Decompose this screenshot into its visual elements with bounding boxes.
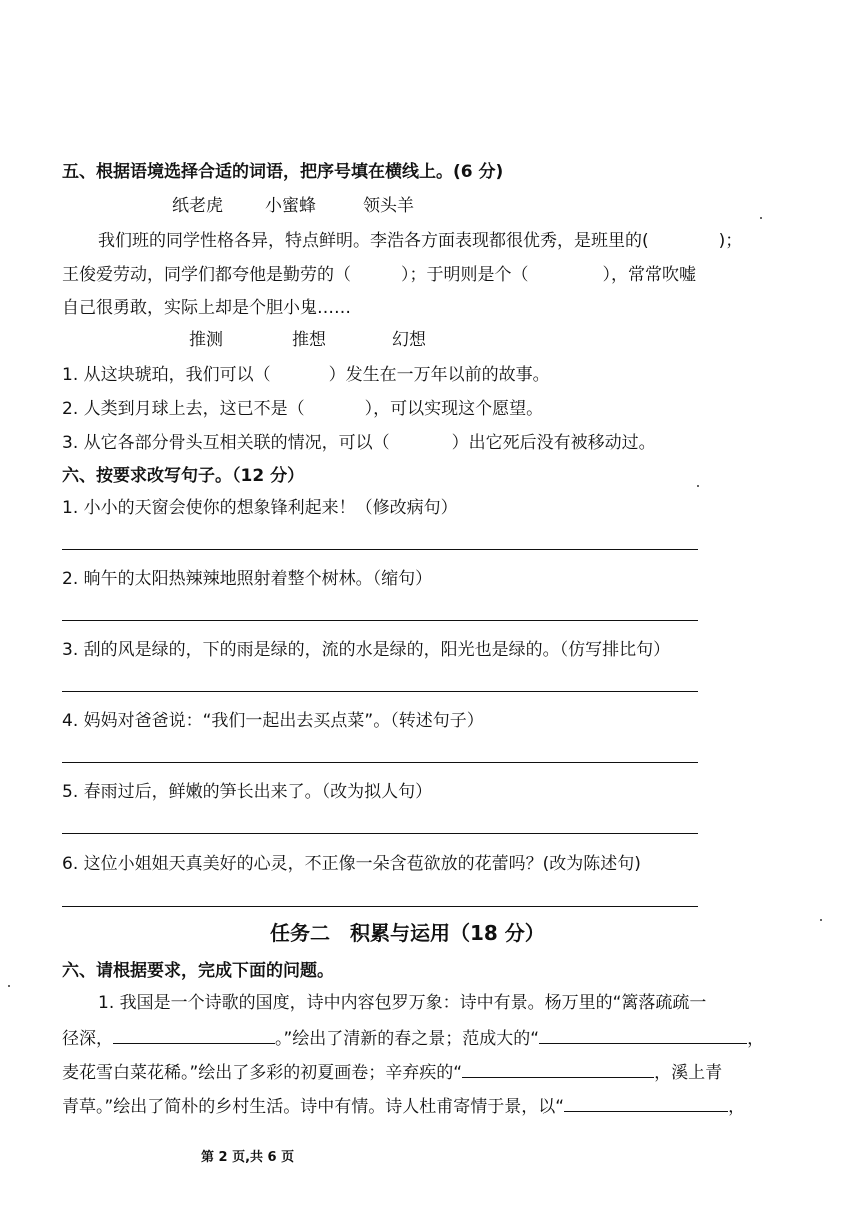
answer-blank[interactable]	[649, 228, 719, 246]
question-line	[62, 396, 543, 421]
answer-line[interactable]	[62, 691, 698, 692]
rewrite-item: 4. 妈妈对爸爸说：“我们一起出去买点菜”。（转述句子）	[62, 711, 484, 731]
answer-line[interactable]	[62, 762, 698, 763]
paragraph-text: )；	[718, 231, 743, 251]
rewrite-item: 3. 刮的风是绿的，下的雨是绿的，流的水是绿的，阳光也是绿的。（仿写排比句）	[62, 640, 671, 660]
paragraph-text: ）；于明则是个（	[401, 265, 529, 285]
paragraph-line: 自己很勇敢，实际上却是个胆小鬼……	[62, 298, 351, 318]
poem-text: ，	[728, 1097, 746, 1117]
rewrite-item: 2. 晌午的太阳热辣辣地照射着整个树林。（缩句）	[62, 569, 433, 589]
answer-blank[interactable]	[113, 1025, 275, 1044]
answer-blank[interactable]	[271, 362, 329, 380]
answer-blank[interactable]	[529, 262, 603, 280]
scan-speck	[760, 217, 762, 219]
answer-line[interactable]	[62, 833, 698, 834]
poem-text: 麦花雪白菜花稀。”绘出了多彩的初夏画卷；辛弃疾的“	[62, 1063, 463, 1083]
question-text: 1. 从这块琥珀，我们可以（	[62, 365, 271, 385]
scan-speck	[820, 919, 822, 921]
poem-text: ，	[747, 1029, 765, 1049]
answer-blank[interactable]	[390, 430, 452, 448]
answer-blank[interactable]	[351, 262, 401, 280]
word-choice: 领头羊	[363, 196, 414, 216]
poem-question-line	[62, 1025, 764, 1051]
answer-blank[interactable]	[305, 396, 365, 414]
word-choice: 推测	[189, 330, 223, 350]
poem-question-line	[62, 1059, 722, 1085]
task2-title: 任务二 积累与运用（18 分）	[270, 921, 545, 945]
paragraph-text: 我们班的同学性格各异，特点鲜明。李浩各方面表现都很优秀，是班里的(	[98, 231, 649, 251]
answer-line[interactable]	[62, 549, 698, 550]
section6-heading: 六、按要求改写句子。（12 分）	[62, 466, 305, 486]
rewrite-item: 5. 春雨过后，鲜嫩的笋长出来了。（改为拟人句）	[62, 782, 433, 802]
task2-heading: 六、请根据要求，完成下面的问题。	[62, 961, 334, 981]
answer-line[interactable]	[62, 906, 698, 907]
paragraph-line	[98, 228, 742, 253]
poem-text: 青草。”绘出了简朴的乡村生活。诗中有情。诗人杜甫寄情于景，以“	[62, 1097, 565, 1117]
word-choice: 小蜜蜂	[265, 196, 316, 216]
answer-blank[interactable]	[564, 1093, 728, 1112]
paragraph-text: 王俊爱劳动，同学们都夸他是勤劳的（	[62, 265, 351, 285]
scan-speck	[8, 985, 10, 987]
poem-question-line: 1. 我国是一个诗歌的国度，诗中内容包罗万象：诗中有景。杨万里的“篱落疏疏一	[98, 993, 707, 1013]
question-line	[62, 430, 656, 455]
poem-text: 径深，	[62, 1029, 113, 1049]
question-text: ）发生在一万年以前的故事。	[328, 365, 550, 385]
rewrite-item: 6. 这位小姐姐天真美好的心灵，不正像一朵含苞欲放的花蕾吗？(改为陈述句)	[62, 854, 641, 874]
answer-blank[interactable]	[539, 1025, 747, 1044]
answer-blank[interactable]	[462, 1059, 654, 1078]
question-text: ）出它死后没有被移动过。	[451, 433, 656, 453]
question-text: ），可以实现这个愿望。	[364, 399, 544, 419]
paragraph-line	[62, 262, 696, 287]
page-footer: 第 2 页,共 6 页	[201, 1150, 295, 1165]
word-choice: 纸老虎	[172, 196, 223, 216]
rewrite-item: 1. 小小的天窗会使你的想象锋利起来！（修改病句）	[62, 498, 458, 518]
poem-text: ，溪上青	[654, 1063, 723, 1083]
poem-question-line	[62, 1093, 745, 1119]
question-text: 3. 从它各部分骨头互相关联的情况，可以（	[62, 433, 390, 453]
paragraph-text: ），常常吹嘘	[602, 265, 696, 285]
question-line	[62, 362, 550, 387]
answer-line[interactable]	[62, 620, 698, 621]
section5-heading: 五、根据语境选择合适的词语，把序号填在横线上。(6 分)	[62, 162, 504, 182]
poem-text: 。”绘出了清新的春之景；范成大的“	[275, 1029, 540, 1049]
word-choice: 推想	[292, 330, 326, 350]
scan-speck	[697, 485, 699, 487]
word-choice: 幻想	[392, 330, 426, 350]
question-text: 2. 人类到月球上去，这已不是（	[62, 399, 305, 419]
